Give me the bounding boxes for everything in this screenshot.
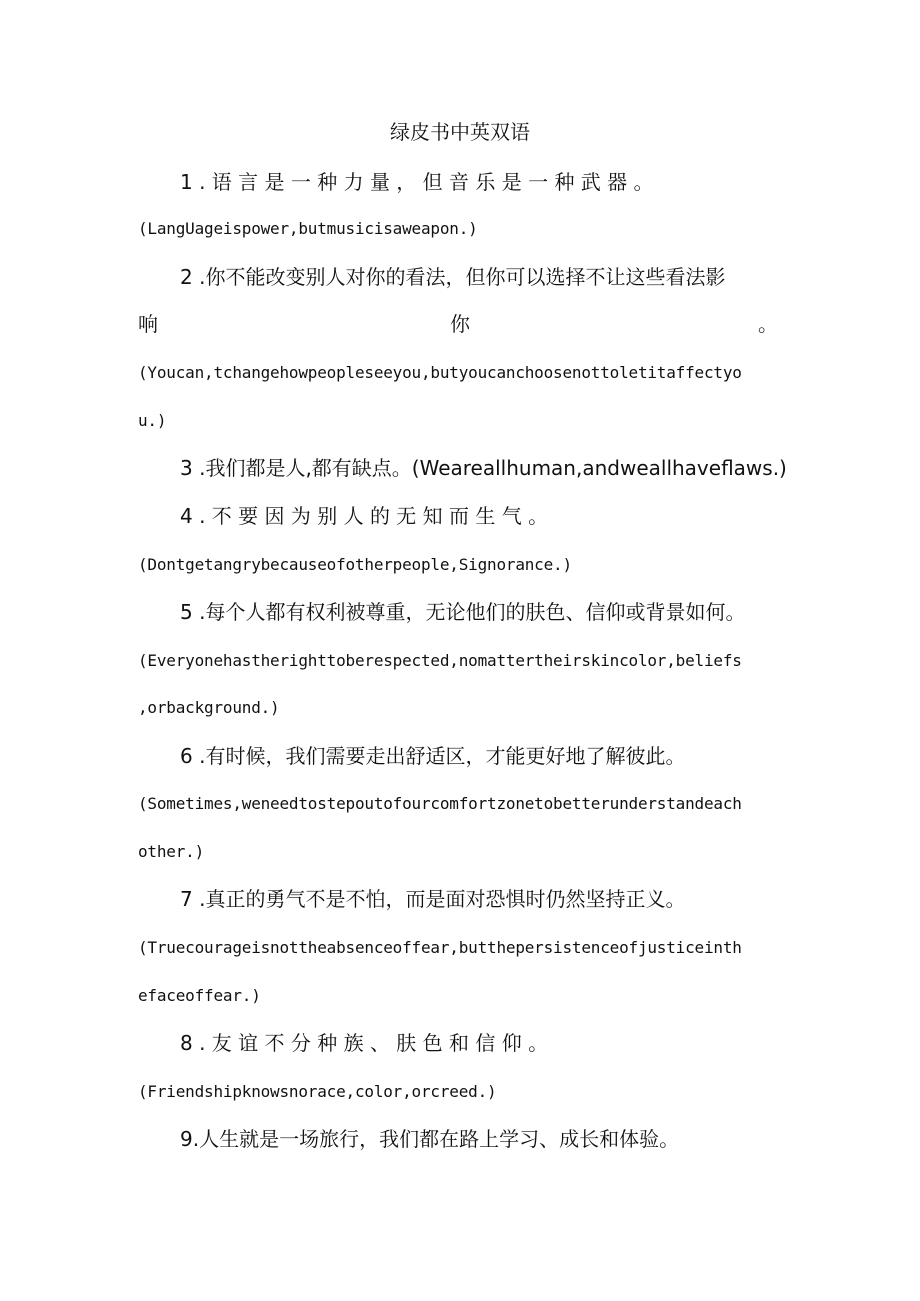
item-6-chinese: 6 .有时候，我们需要走出舒适区，才能更好地了解彼此。 (180, 744, 686, 768)
document-title: 绿皮书中英双语 (390, 120, 530, 144)
item-1-english: (LangUageispower,butmusicisaweapon.) (138, 219, 478, 238)
item-8-english: (Friendshipknowsnorace,color,orcreed.) (138, 1082, 497, 1101)
item-4-chinese: 4 . 不 要 因 为 别 人 的 无 知 而 生 气 。 (180, 504, 549, 528)
item-4-english: (Dontgetangrybecauseofotherpeople,Signorance.) (138, 555, 572, 574)
item-7-english-line-2: efaceoffear.) (138, 986, 261, 1005)
item-6-english-line-1: (Sometimes,weneedtostepoutofourcomfortzonetobetterunderstandeach (138, 794, 742, 813)
item-3-text: 3 .我们都是人,都有缺点。(Weareallhuman,andweallhaveflaws.) (180, 456, 787, 480)
item-2-char-a: 响 (138, 312, 158, 336)
item-2-char-c: 。 (758, 312, 778, 336)
item-9-chinese: 9.人生就是一场旅行，我们都在路上学习、成长和体验。 (180, 1127, 680, 1151)
item-2-chinese-line-2 (138, 309, 778, 339)
item-8-chinese: 8 . 友 谊 不 分 种 族 、 肤 色 和 信 仰 。 (180, 1031, 549, 1055)
item-2-english-line-1: (Youcan,tchangehowpeopleseeyou,butyoucanchoosenottoletitaffectyo (138, 363, 742, 382)
item-5-chinese: 5 .每个人都有权利被尊重，无论他们的肤色、信仰或背景如何。 (180, 600, 746, 624)
item-7-english-line-1: (Truecourageisnottheabsenceoffear,butthepersistenceofjusticeinth (138, 938, 742, 957)
item-2-char-b: 你 (450, 312, 470, 336)
item-1-chinese: 1 . 语 言 是 一 种 力 量 ， 但 音 乐 是 一 种 武 器 。 (180, 170, 654, 194)
item-7-chinese: 7 .真正的勇气不是不怕，而是面对恐惧时仍然坚持正义。 (180, 887, 686, 911)
item-5-english-line-1: (Everyonehastherighttoberespected,nomattertheirskincolor,beliefs (138, 651, 742, 670)
item-6-english-line-2: other.) (138, 842, 205, 861)
item-2-english-line-2: u.) (138, 411, 167, 430)
item-2-chinese-line-1: 2 .你不能改变别人对你的看法，但你可以选择不让这些看法影 (180, 265, 726, 289)
item-5-english-line-2: ,orbackground.) (138, 698, 280, 717)
